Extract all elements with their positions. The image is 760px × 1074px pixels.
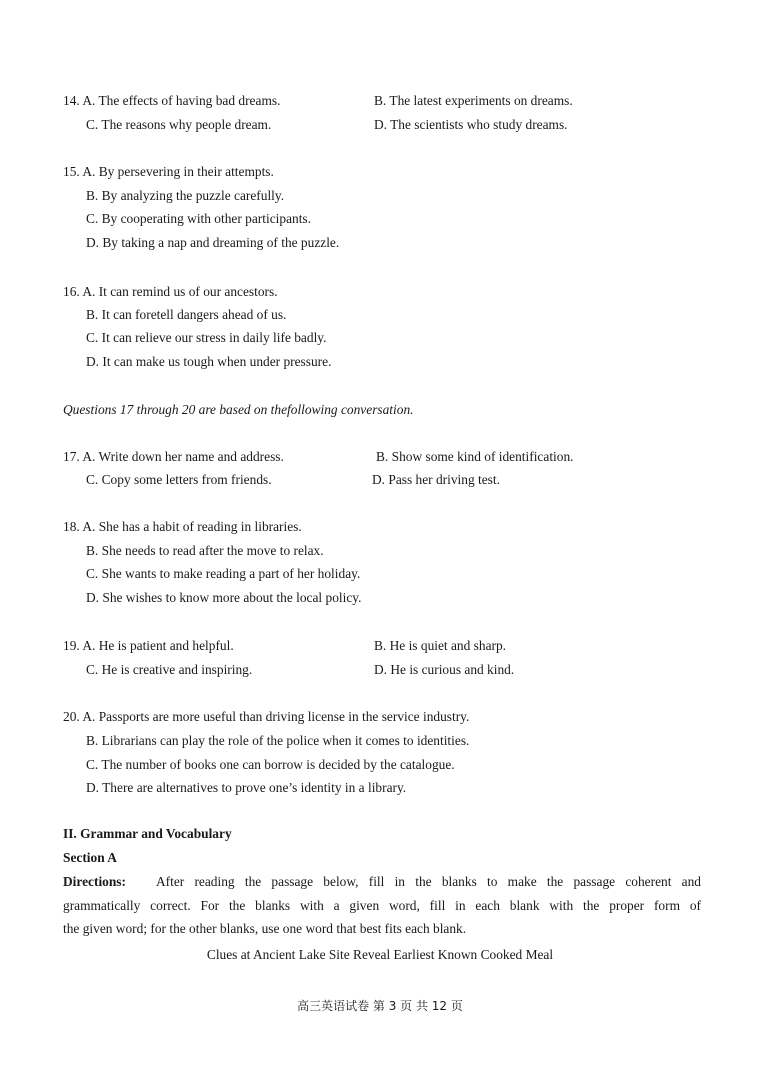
q16-option-a: 16. A. It can remind us of our ancestors.	[63, 284, 278, 299]
q20-option-b: B. Librarians can play the role of the police when it comes to identities.	[86, 733, 470, 748]
q15-option-a: 15. A. By persevering in their attempts.	[63, 164, 274, 179]
conversation-note: Questions 17 through 20 are based on thefollowing conversation.	[63, 402, 414, 417]
q14-option-b: B. The latest experiments on dreams.	[374, 93, 573, 108]
directions-label: Directions:	[63, 874, 126, 889]
q16-option-b: B. It can foretell dangers ahead of us.	[86, 307, 287, 322]
q19-option-c: C. He is creative and inspiring.	[86, 662, 253, 677]
q20-option-c: C. The number of books one can borrow is decided by the catalogue.	[86, 757, 455, 772]
q19-option-d: D. He is curious and kind.	[374, 662, 515, 677]
q20-option-a: 20. A. Passports are more useful than driving license in the service industry.	[63, 709, 470, 724]
q17-option-c: C. Copy some letters from friends.	[86, 472, 272, 487]
page-footer: 高三英语试卷 第 3 页 共 12 页	[297, 999, 463, 1013]
section-heading: II. Grammar and Vocabulary	[63, 826, 232, 841]
q18-option-b: B. She needs to read after the move to relax.	[86, 543, 324, 558]
q16-option-d: D. It can make us tough when under pressure.	[86, 354, 332, 369]
q18-option-d: D. She wishes to know more about the local policy.	[86, 590, 362, 605]
directions-line-2: grammatically correct. For the blanks with a given word, fill in each blank with the proper form of	[63, 898, 701, 913]
q16-option-c: C. It can relieve our stress in daily life badly.	[86, 330, 327, 345]
q15-option-d: D. By taking a nap and dreaming of the puzzle.	[86, 235, 340, 250]
directions-line-1	[63, 874, 701, 890]
directions-text-1: After reading the passage below, fill in the blanks to make the passage coherent and	[155, 874, 701, 889]
q17-option-a: 17. A. Write down her name and address.	[63, 449, 284, 464]
q15-option-c: C. By cooperating with other participants.	[86, 211, 311, 226]
q17-option-b: B. Show some kind of identification.	[376, 449, 574, 464]
q14-option-c: C. The reasons why people dream.	[86, 117, 272, 132]
q20-option-d: D. There are alternatives to prove one’s identity in a library.	[86, 780, 407, 795]
q15-option-b: B. By analyzing the puzzle carefully.	[86, 188, 285, 203]
section-subheading: Section A	[63, 850, 117, 865]
q19-option-a: 19. A. He is patient and helpful.	[63, 638, 234, 653]
q19-option-b: B. He is quiet and sharp.	[374, 638, 507, 653]
directions-line-3: the given word; for the other blanks, use one word that best fits each blank.	[63, 921, 467, 936]
q14-option-a: 14. A. The effects of having bad dreams.	[63, 93, 281, 108]
q14-option-d: D. The scientists who study dreams.	[374, 117, 568, 132]
q18-option-c: C. She wants to make reading a part of her holiday.	[86, 566, 361, 581]
passage-title: Clues at Ancient Lake Site Reveal Earliest Known Cooked Meal	[206, 947, 554, 962]
q17-option-d: D. Pass her driving test.	[372, 472, 500, 487]
q18-option-a: 18. A. She has a habit of reading in libraries.	[63, 519, 302, 534]
